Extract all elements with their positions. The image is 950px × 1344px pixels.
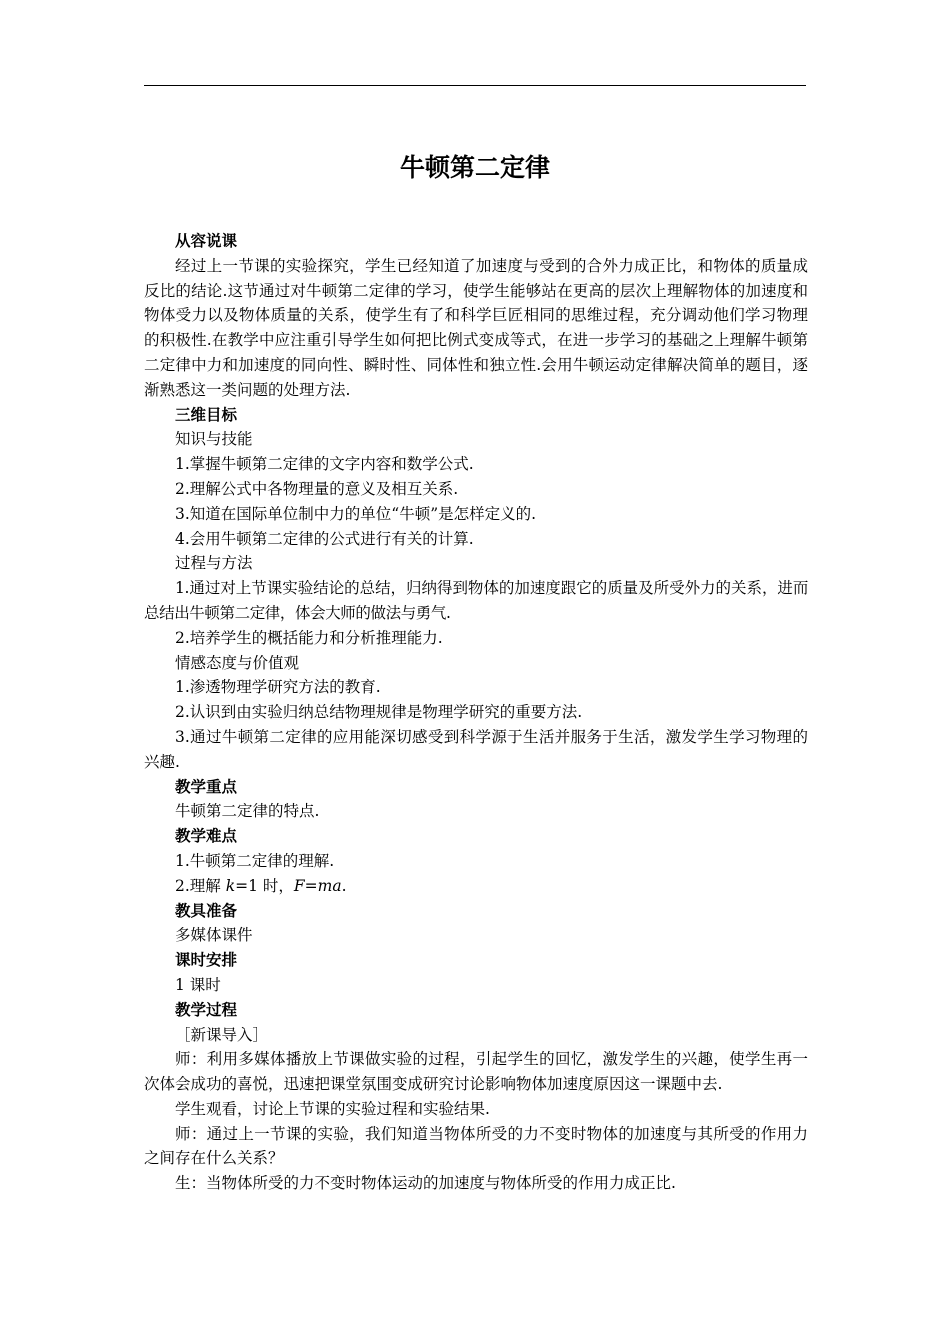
goal-process-item: 2.培养学生的概括能力和分析推理能力. bbox=[175, 628, 443, 647]
goal-knowledge-item: 1.掌握牛顿第二定律的文字内容和数学公式. bbox=[175, 455, 474, 474]
goal-knowledge-label: 知识与技能 bbox=[175, 430, 253, 449]
heading-intro: 从容说课 bbox=[175, 232, 238, 250]
schedule-text: 1 课时 bbox=[175, 975, 221, 994]
difficulty-item-formula bbox=[144, 874, 808, 899]
goal-knowledge-item: 2.理解公式中各物理量的意义及相互关系. bbox=[175, 479, 459, 498]
goal-knowledge-item: 4.会用牛顿第二定律的公式进行有关的计算. bbox=[175, 529, 474, 548]
formula-f: F bbox=[293, 876, 305, 895]
document-body bbox=[144, 229, 808, 1196]
key-point-text: 牛顿第二定律的特点. bbox=[175, 802, 320, 821]
heading-teaching-process: 教学过程 bbox=[175, 1000, 238, 1019]
heading-key-point: 教学重点 bbox=[175, 777, 238, 796]
goal-emotion-label: 情感态度与价值观 bbox=[175, 653, 300, 672]
goal-knowledge-item: 3.知道在国际单位制中力的单位“牛顿”是怎样定义的. bbox=[175, 504, 537, 523]
formula-mid: =1 时， bbox=[235, 876, 294, 895]
formula-k: k bbox=[225, 876, 236, 895]
formula-prefix: 2.理解 bbox=[175, 876, 226, 895]
intro-paragraph: 经过上一节课的实验探究，学生已经知道了加速度与受到的合外力成正比，和物体的质量成反比的结论.这节通过对牛顿第二定律的学习，使学生能够站在更高的层次上理解物体的加速度和物体受力以及物体质量的关系，使学生有了和科学巨匠相同的思维过程，充分调动他们学习物理的积极性.在教学中应注重引导学生如何把比例式变成等式，在进一步学习的基础之上理解牛顿第二定律中力和加速度的同向性、瞬时性、同体性和独立性.会用牛顿运动定律解决简单的题目，逐渐熟悉这一类问题的处理方法. bbox=[144, 256, 808, 399]
goal-process-item: 1.通过对上节课实验结论的总结，归纳得到物体的加速度跟它的质量及所受外力的关系，进而总结出牛顿第二定律，体会大师的做法与勇气. bbox=[144, 579, 808, 622]
header-rule bbox=[144, 85, 806, 86]
formula-end: . bbox=[341, 876, 347, 895]
difficulty-item: 1.牛顿第二定律的理解. bbox=[175, 851, 335, 870]
formula-ma: ma bbox=[317, 876, 342, 895]
heading-materials: 教具准备 bbox=[175, 901, 238, 920]
process-line: 学生观看，讨论上节课的实验过程和实验结果. bbox=[175, 1099, 490, 1118]
goal-emotion-item: 3.通过牛顿第二定律的应用能深切感受到科学源于生活并服务于生活，激发学生学习物理的兴趣. bbox=[144, 727, 808, 771]
heading-difficulty: 教学难点 bbox=[175, 827, 238, 846]
goal-emotion-item: 1.渗透物理学研究方法的教育. bbox=[175, 678, 381, 697]
page-title: 牛顿第二定律 bbox=[399, 153, 550, 182]
process-line: 生：当物体所受的力不变时物体运动的加速度与物体所受的作用力成正比. bbox=[175, 1174, 676, 1193]
heading-schedule: 课时安排 bbox=[175, 951, 238, 970]
materials-text: 多媒体课件 bbox=[175, 926, 253, 945]
goal-emotion-item: 2.认识到由实验归纳总结物理规律是物理学研究的重要方法. bbox=[175, 703, 583, 722]
heading-goals: 三维目标 bbox=[175, 405, 238, 424]
process-line: 师：利用多媒体播放上节课做实验的过程，引起学生的回忆，激发学生的兴趣，使学生再一次体会成功的喜悦，迅速把课堂氛围变成研究讨论影响物体加速度原因这一课题中去. bbox=[144, 1050, 808, 1094]
goal-process-label: 过程与方法 bbox=[175, 554, 253, 573]
process-line: 师：通过上一节课的实验，我们知道当物体所受的力不变时物体的加速度与其所受的作用力之间存在什么关系？ bbox=[144, 1124, 808, 1168]
formula-equals: = bbox=[304, 876, 318, 895]
process-subheading: ［新课导入］ bbox=[175, 1025, 269, 1044]
